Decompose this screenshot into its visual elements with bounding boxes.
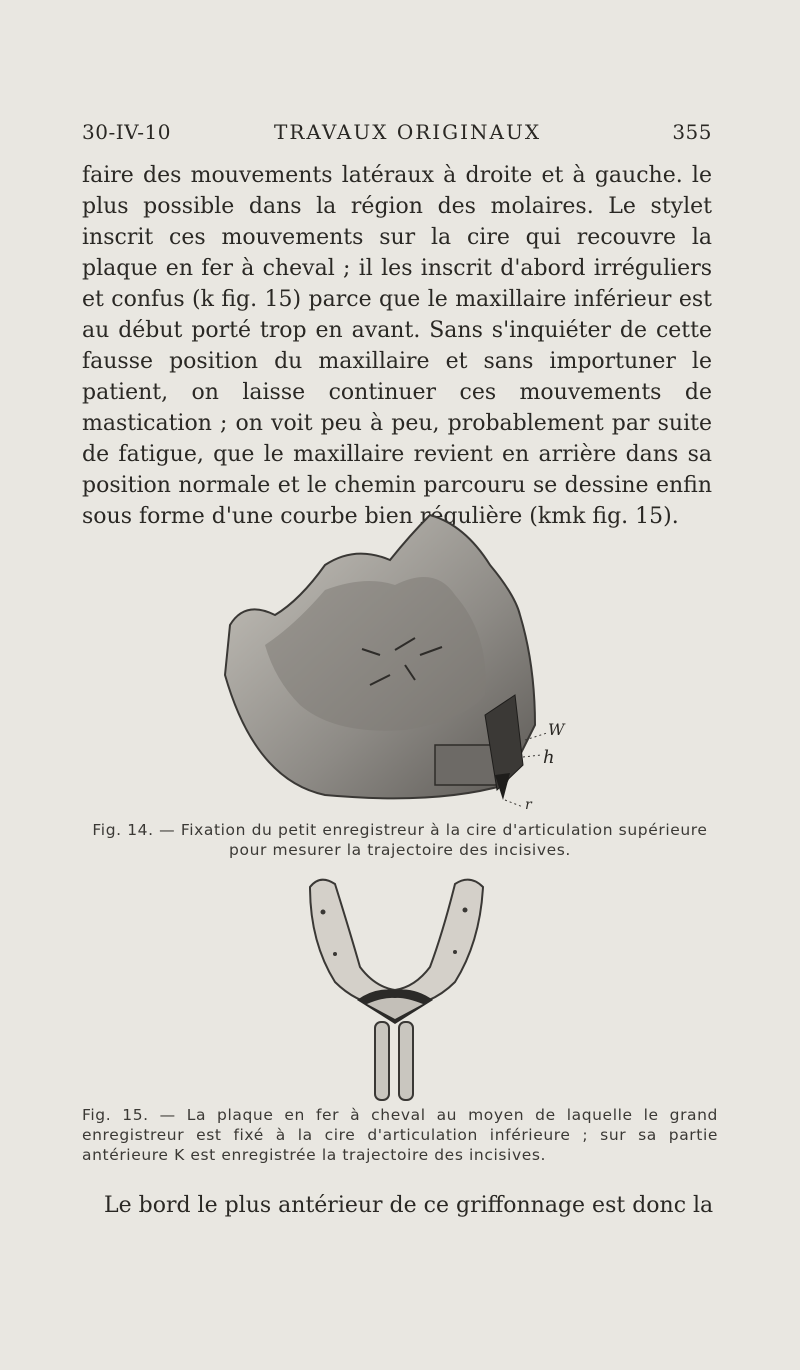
page-number: 355 xyxy=(672,120,712,144)
label-w: W xyxy=(548,720,565,739)
figure-15-caption: Fig. 15. — La plaque en fer à cheval au moyen de laquelle le grand enregistreur est fixé à la cire d'articulation inférieure ; sur sa partie antérieure K est enregistrée la trajectoire des incisives. xyxy=(82,1106,718,1164)
running-header xyxy=(82,120,712,150)
figure-15-illustration xyxy=(295,872,495,1102)
label-h: h xyxy=(543,747,555,768)
header-date: 30-IV-10 xyxy=(82,120,171,144)
body-paragraph: faire des mouvements latéraux à droite et à gauche. le plus possible dans la région des molaires. Le stylet inscrit ces mouvements sur la cire qui recouvre la plaque en fer à cheval ; il les inscrit d'abord irréguliers et confus (k fig. 15) parce que le maxillaire inférieur est au début porté trop en avant. Sans s'inquiéter de cette fausse position du maxillaire et sans importuner le patient, on laisse continuer ces mouvements de mastication ; on voit peu à peu, probablement par suite de fatigue, que le maxillaire revient en arrière dans sa position normale et le chemin parcouru se dessine enfin sous forme d'une courbe bien régulière (kmk fig. 15). xyxy=(82,163,712,529)
continuing-text: Le bord le plus antérieur de ce griffonnage est donc la xyxy=(104,1193,714,1218)
figure-14-illustration xyxy=(205,505,585,810)
figure-14-caption: Fig. 14. — Fixation du petit enregistreur à la cire d'articulation supérieure pour mesurer la trajectoire des incisives. xyxy=(92,821,708,859)
label-r: r xyxy=(525,797,532,810)
header-title: TRAVAUX ORIGINAUX xyxy=(274,120,542,144)
body-text xyxy=(82,160,712,532)
